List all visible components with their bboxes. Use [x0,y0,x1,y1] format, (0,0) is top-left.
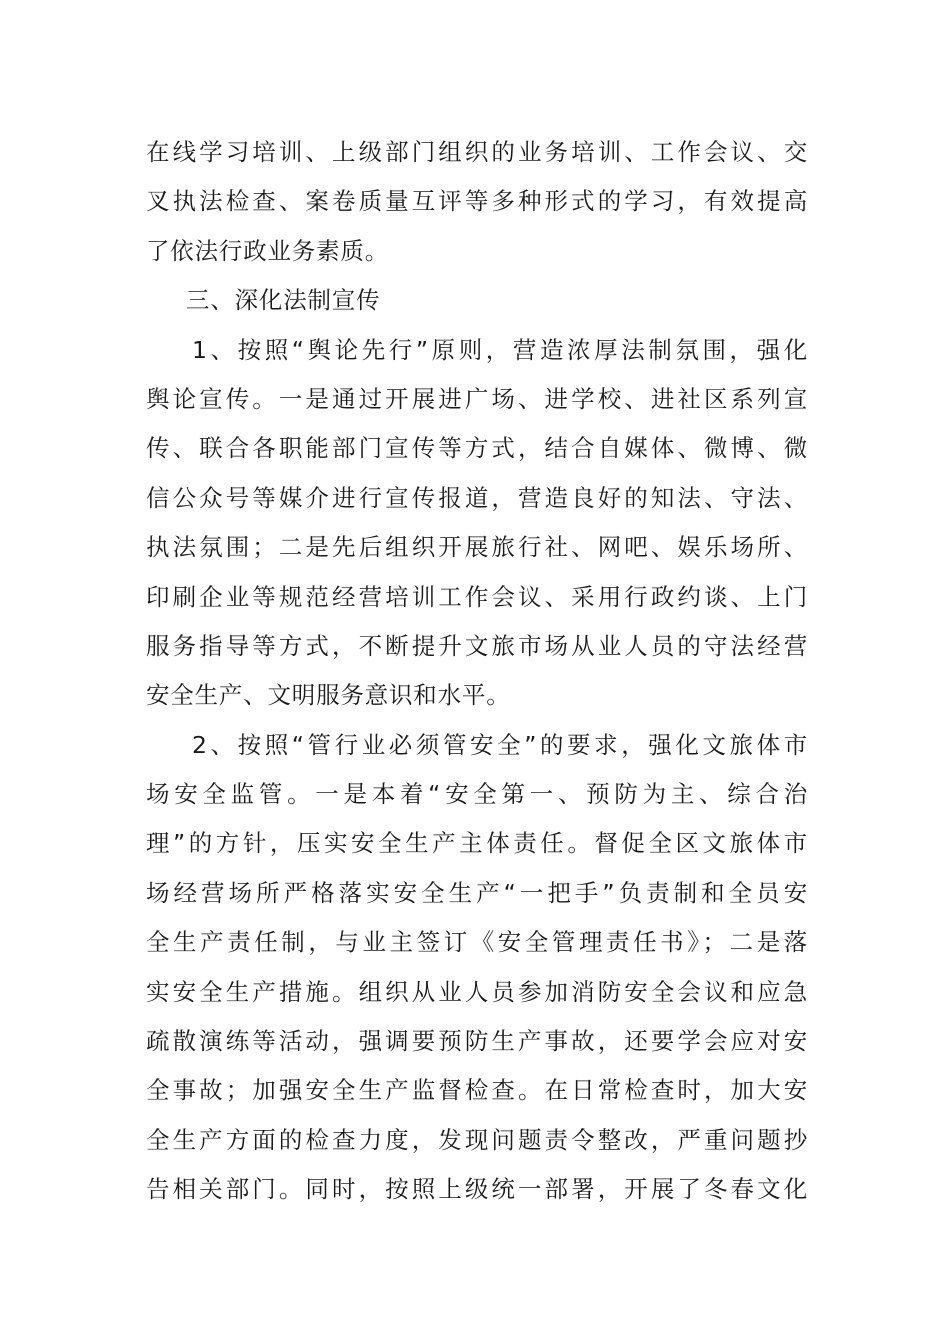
text-line: 场经营场所严格落实安全生产“一把手”负责制和全员安 [146,878,808,907]
text-line: 疏散演练等活动，强调要预防生产事故，还要学会应对安 [146,1027,808,1056]
section-heading: 三、深化法制宣传 [186,286,381,315]
text-line: 1、按照“舆论先行”原则，营造浓厚法制氛围，强化 [192,335,808,364]
text-line: 叉执法检查、案卷质量互评等多种形式的学习，有效提高 [146,187,808,216]
text-line: 安全生产、文明服务意识和水平。 [146,681,511,710]
document-body [146,128,808,1215]
text-line: 舆论宣传。一是通过开展进广场、进学校、进社区系列宣 [146,384,808,413]
text-line: 传、联合各职能部门宣传等方式，结合自媒体、微博、微 [146,434,808,463]
text-line: 实安全生产措施。组织从业人员参加消防安全会议和应急 [146,977,808,1006]
text-line: 印刷企业等规范经营培训工作会议、采用行政约谈、上门 [146,582,808,611]
text-line: 执法氛围；二是先后组织开展旅行社、网吧、娱乐场所、 [146,533,808,562]
text-line: 场安全监管。一是本着“安全第一、预防为主、综合治 [146,780,808,809]
text-line: 信公众号等媒介进行宣传报道，营造良好的知法、守法、 [146,483,808,512]
text-line: 2、按照“管行业必须管安全”的要求，强化文旅体市 [192,730,808,759]
text-line: 在线学习培训、上级部门组织的业务培训、工作会议、交 [146,138,808,166]
text-line: 服务指导等方式，不断提升文旅市场从业人员的守法经营 [146,631,808,660]
text-line: 告相关部门。同时，按照上级统一部署，开展了冬春文化 [146,1175,808,1204]
text-line: 全事故；加强安全生产监督检查。在日常检查时，加大安 [146,1076,808,1105]
text-line: 全生产责任制，与业主签订《安全管理责任书》；二是落 [146,928,808,957]
text-line: 理”的方针，压实安全生产主体责任。督促全区文旅体市 [146,829,808,858]
text-line: 了依法行政业务素质。 [146,236,389,265]
text-line: 全生产方面的检查力度，发现问题责令整改，严重问题抄 [146,1125,808,1154]
